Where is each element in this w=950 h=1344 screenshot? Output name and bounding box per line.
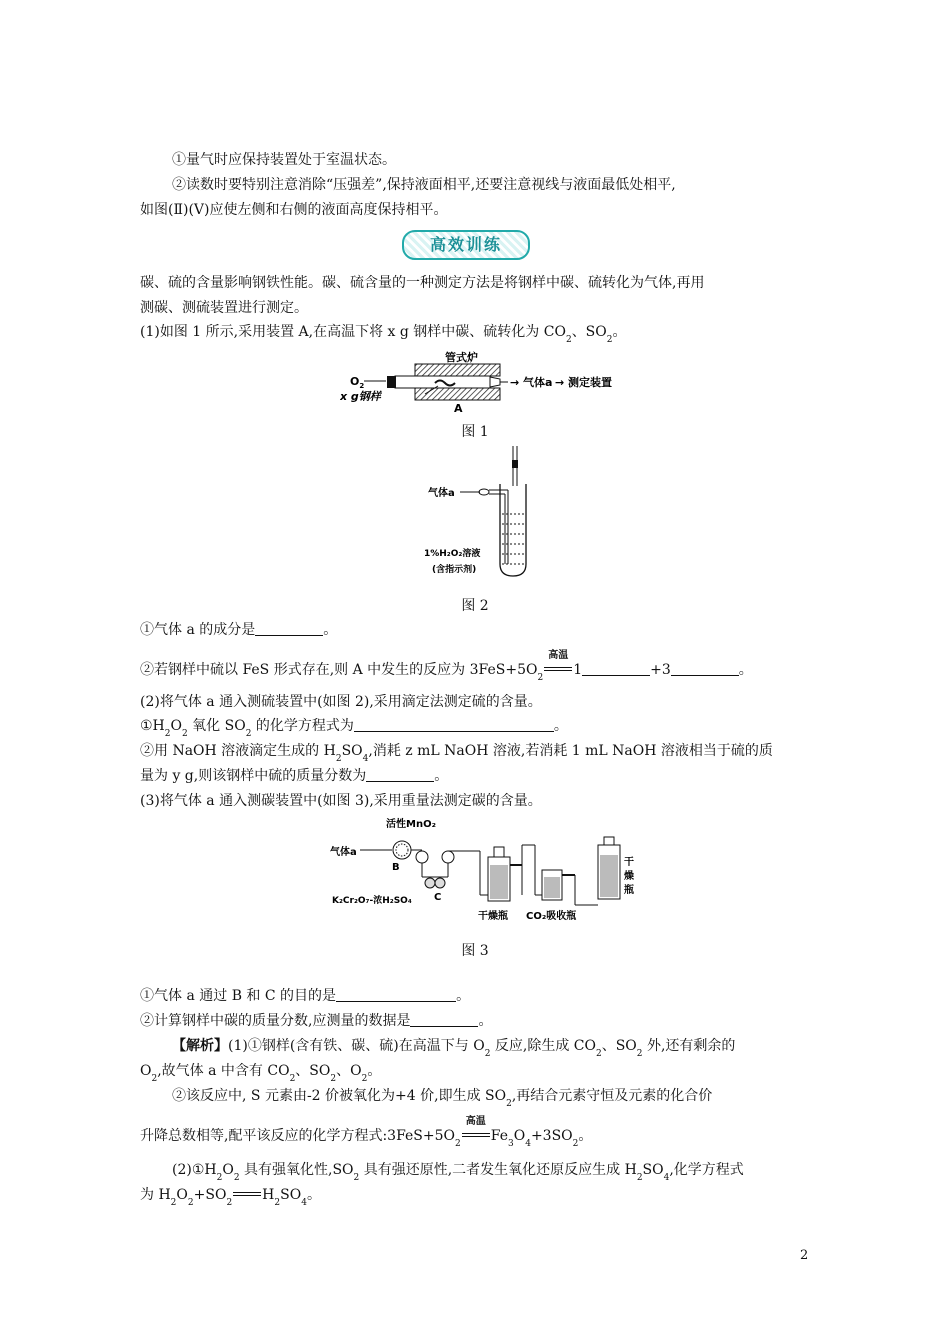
answer-blank[interactable]: [410, 1012, 478, 1027]
analysis-line-4: 升降总数相等,配平该反应的化学方程式$:3FeS+5O_2$ 高温 $Fe_3O_4+3SO_2$。: [140, 1116, 593, 1149]
q3-item-a: ①气体 a 通过 B 和 C 的目的是 。: [140, 988, 471, 1004]
fig2-gas-label: 气体a: [428, 488, 455, 499]
q2-item-b-cont: 量为 y g,则该钢样中硫的质量分数为 。: [140, 768, 449, 784]
reagent-label: K₂Cr₂O₇-浓H₂SO₄: [332, 896, 412, 906]
page-number: 2: [800, 1248, 809, 1263]
banner-label: 高效训练: [429, 235, 502, 254]
q1-lead: (1)如图 1 所示,采用装置 A,在高温下将 x g 钢样中碳、硫转化为 $CO_2$、$SO_2$。: [140, 324, 627, 345]
arrow-1: →: [510, 376, 520, 389]
answer-blank[interactable]: [366, 767, 434, 782]
q2-item-a: $①H_2O_2$ 氧化 $SO_2$ 的化学方程式为 。: [140, 718, 568, 739]
mno2-label: 活性MnO₂: [386, 819, 436, 830]
label-b: B: [392, 862, 400, 873]
high-temp-equals: 高温: [461, 1126, 491, 1146]
note-1: ①量气时应保持装置处于室温状态。: [172, 152, 396, 168]
gas-label: 气体a: [523, 376, 553, 389]
dry2-label-1: 干: [624, 857, 634, 868]
co2-label: CO₂吸收瓶: [526, 911, 577, 922]
answer-blank[interactable]: [354, 717, 554, 732]
figure-1-furnace-diagram: [340, 350, 620, 420]
intro-line-2: 测碳、测硫装置进行测定。: [140, 300, 308, 316]
label-c: C: [434, 892, 442, 903]
sample-label: x g钢样: [340, 390, 381, 403]
answer-blank[interactable]: [582, 661, 650, 676]
banner: [402, 230, 530, 260]
arrow-2: →: [555, 376, 565, 389]
answer-blank[interactable]: [671, 661, 739, 676]
indicator-label: (含指示剂): [432, 565, 477, 575]
q3-item-b: ②计算钢样中碳的质量分数,应测量的数据是 。: [140, 1013, 493, 1029]
figure-3-caption: 图 3: [461, 943, 489, 959]
analysis-line-1: 【解析】(1)①钢样(含有铁、碳、硫)在高温下与 $O_2$ 反应,除生成 $CO_2$、$SO_2$ 外,还有剩余的: [172, 1038, 736, 1059]
solution-label: 1%H₂O₂溶液: [424, 549, 481, 559]
q3-lead: (3)将气体 a 通入测碳装置中(如图 3),采用重量法测定碳的含量。: [140, 793, 542, 809]
intro-line-1: 碳、硫的含量影响钢铁性能。碳、硫含量的一种测定方法是将钢样中碳、硫转化为气体,再用: [140, 275, 705, 291]
note-2: ②读数时要特别注意消除“压强差”,保持液面相平,还要注意视线与液面最低处相平,: [172, 177, 676, 193]
q1-item-b: ②若钢样中硫以 FeS 形式存在,则 A 中发生的反应为 $3FeS+5O_2$ 高温 1 +3 。: [140, 650, 753, 683]
label-a: A: [454, 402, 463, 415]
q2-lead: (2)将气体 a 通入测硫装置中(如图 2),采用滴定法测定硫的含量。: [140, 694, 542, 710]
figure-2-caption: 图 2: [461, 598, 489, 614]
analysis-line-5: $(2)①H_2O_2$ 具有强氧化性$,SO_2$ 具有强还原性,二者发生氧化还原反应生成 $H_2SO_4$,化学方程式: [172, 1162, 744, 1183]
fig3-gas-label: 气体a: [330, 847, 357, 858]
high-temp-equals: 高温: [543, 660, 573, 680]
answer-blank[interactable]: [255, 621, 323, 636]
q1-item-a: ①气体 a 的成分是 。: [140, 622, 338, 638]
note-3: 如图(Ⅱ)(Ⅴ)应使左侧和右侧的液面高度保持相平。: [140, 202, 448, 218]
figure-1-caption: 图 1: [461, 424, 489, 440]
answer-blank[interactable]: [336, 987, 456, 1002]
equals-sign: [232, 1185, 262, 1205]
q2-item-b: ②用 NaOH 溶液滴定生成的 $H_2SO_4$,消耗 z mL NaOH 溶液,若消耗 1 mL NaOH 溶液相当于硫的质: [140, 743, 773, 764]
o2-label: $O_2$: [350, 375, 365, 390]
dry1-label: 干燥瓶: [478, 911, 508, 922]
dry2-label-3: 瓶: [624, 885, 634, 896]
furnace-label: 管式炉: [445, 351, 478, 364]
analysis-line-2: $O_2$,故气体 a 中含有 $CO_2$、$SO_2$、$O_2$。: [140, 1063, 382, 1084]
device-label: 测定装置: [568, 376, 612, 389]
analysis-line-6: 为 $H_2O_2+SO_2$ $H_2SO_4$。: [140, 1187, 321, 1208]
figure-2-titration-diagram: [410, 446, 550, 586]
figure-3-carbon-apparatus: [330, 815, 640, 930]
dry2-label-2: 燥: [624, 871, 634, 882]
analysis-line-3: ②该反应中, S 元素由-2 价被氧化为+4 价,即生成 $SO_2$,再结合元素守恒及元素的化合价: [172, 1088, 713, 1109]
